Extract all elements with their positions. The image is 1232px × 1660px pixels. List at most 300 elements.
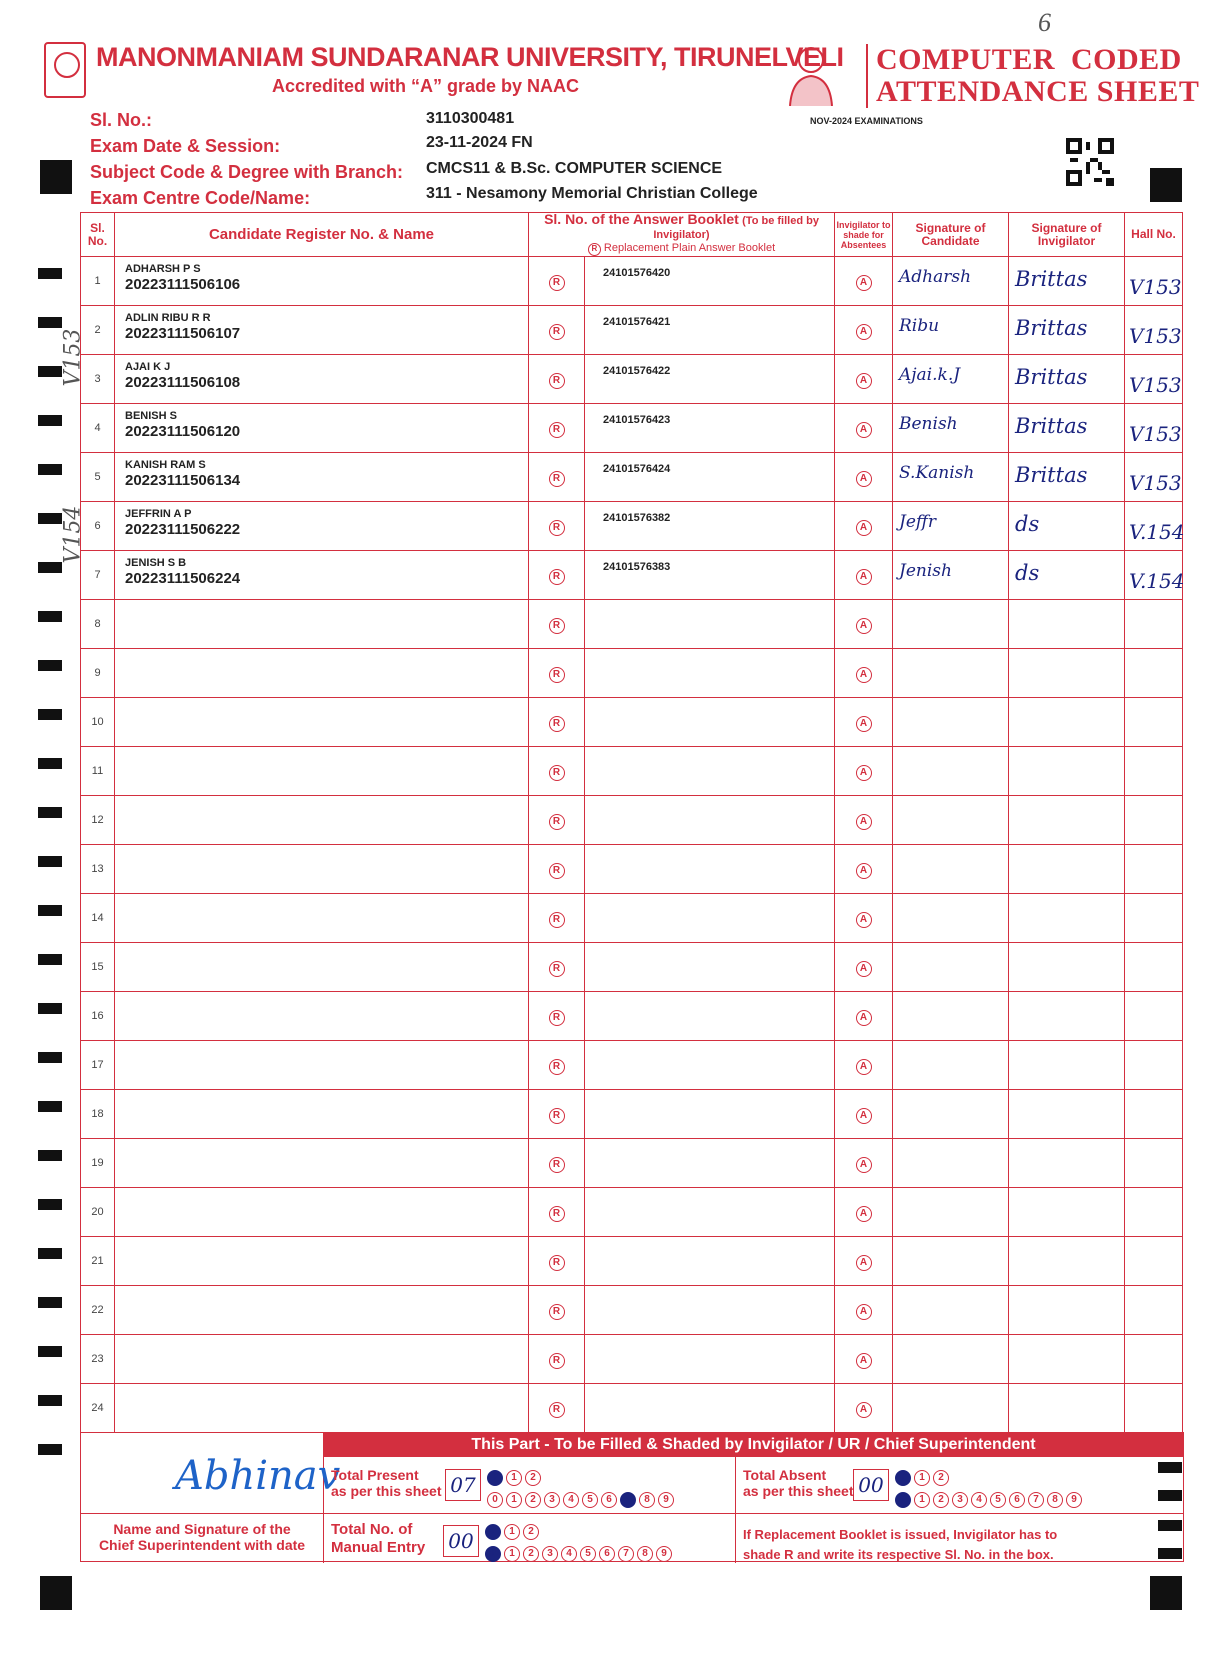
candidate-signature-cell[interactable] (893, 502, 1009, 551)
invigilator-signature-cell[interactable] (1009, 747, 1125, 796)
absent-bubble-cell[interactable] (835, 747, 893, 796)
replacement-bubble[interactable]: R (549, 373, 565, 389)
digit-bubble[interactable]: 7 (620, 1492, 636, 1508)
timing-mark (38, 1395, 62, 1406)
booklet-number: 24101576424 (603, 463, 671, 475)
absent-bubble[interactable]: A (856, 1353, 872, 1369)
digit-bubble[interactable]: 1 (504, 1546, 520, 1562)
booklet-cell[interactable] (585, 845, 835, 894)
absent-bubble[interactable]: A (856, 471, 872, 487)
invigilator-signature-cell[interactable] (1009, 894, 1125, 943)
digit-bubble[interactable]: 4 (561, 1546, 577, 1562)
candidate-register-no: 20223111506120 (125, 423, 241, 440)
invigilator-signature-cell[interactable] (1009, 600, 1125, 649)
replacement-bubble-cell[interactable] (529, 747, 585, 796)
replacement-bubble[interactable]: R (549, 863, 565, 879)
hall-cell[interactable] (1125, 1286, 1183, 1335)
timing-mark (38, 1248, 62, 1259)
booklet-cell[interactable] (585, 551, 835, 600)
candidate-signature-cell[interactable] (893, 894, 1009, 943)
invigilator-signature-cell[interactable] (1009, 649, 1125, 698)
replacement-bubble[interactable]: R (549, 1304, 565, 1320)
replacement-bubble[interactable]: R (549, 1059, 565, 1075)
digit-bubble[interactable]: 9 (1066, 1492, 1082, 1508)
replacement-bubble-cell[interactable] (529, 551, 585, 600)
candidate-signature-cell[interactable] (893, 1384, 1009, 1433)
digit-bubble[interactable]: 3 (542, 1546, 558, 1562)
candidate-signature-cell[interactable] (893, 649, 1009, 698)
replacement-bubble[interactable]: R (549, 1353, 565, 1369)
booklet-cell[interactable] (585, 1139, 835, 1188)
total-present-label: Total Present as per this sheet (331, 1467, 442, 1499)
absent-bubble-cell[interactable] (835, 943, 893, 992)
hall-cell[interactable] (1125, 1335, 1183, 1384)
digit-bubble[interactable]: 2 (933, 1470, 949, 1486)
invigilator-signature: Brittas (1015, 463, 1088, 487)
invigilator-signature-cell[interactable] (1009, 845, 1125, 894)
invigilator-signature-cell[interactable] (1009, 1335, 1125, 1384)
hall-cell[interactable] (1125, 698, 1183, 747)
digit-bubble[interactable]: 3 (952, 1492, 968, 1508)
table-row (81, 1286, 1183, 1335)
replacement-bubble-cell[interactable] (529, 1188, 585, 1237)
booklet-cell[interactable] (585, 600, 835, 649)
booklet-cell[interactable] (585, 257, 835, 306)
founder-portrait-icon (786, 42, 836, 106)
hall-cell[interactable] (1125, 600, 1183, 649)
timing-mark (38, 856, 62, 867)
absent-tens-bubbles[interactable] (895, 1467, 952, 1486)
candidate-cell (115, 502, 529, 551)
invigilator-signature-cell[interactable] (1009, 257, 1125, 306)
hall-cell[interactable] (1125, 845, 1183, 894)
candidate-signature-cell[interactable] (893, 1090, 1009, 1139)
invigilator-signature: Brittas (1015, 365, 1088, 389)
booklet-cell[interactable] (585, 894, 835, 943)
replacement-bubble[interactable]: R (549, 1010, 565, 1026)
qr-code-icon (1066, 138, 1114, 186)
table-row (81, 600, 1183, 649)
absent-bubble-cell[interactable] (835, 698, 893, 747)
absent-bubble[interactable]: A (856, 1010, 872, 1026)
timing-mark (38, 366, 62, 377)
absent-bubble[interactable]: A (856, 1206, 872, 1222)
replacement-bubble-cell[interactable] (529, 992, 585, 1041)
candidate-signature-cell[interactable] (893, 992, 1009, 1041)
subject-value: CMCS11 & B.Sc. COMPUTER SCIENCE (426, 160, 723, 177)
candidate-cell (115, 649, 529, 698)
invigilator-signature: Brittas (1015, 414, 1088, 438)
invigilator-signature-cell[interactable] (1009, 551, 1125, 600)
candidate-signature-cell[interactable] (893, 453, 1009, 502)
table-row (81, 1041, 1183, 1090)
candidate-signature-cell[interactable] (893, 1335, 1009, 1384)
replacement-bubble-cell[interactable] (529, 1237, 585, 1286)
digit-bubble[interactable]: 0 (485, 1524, 501, 1540)
hall-cell[interactable] (1125, 992, 1183, 1041)
absent-bubble[interactable]: A (856, 373, 872, 389)
candidate-signature-cell[interactable] (893, 306, 1009, 355)
digit-bubble[interactable]: 9 (656, 1546, 672, 1562)
invigilator-signature-cell[interactable] (1009, 943, 1125, 992)
subject-label: Subject Code & Degree with Branch: (90, 162, 404, 182)
absent-bubble-cell[interactable] (835, 502, 893, 551)
digit-bubble[interactable]: 2 (525, 1470, 541, 1486)
replacement-bubble-cell[interactable] (529, 257, 585, 306)
candidate-signature-cell[interactable] (893, 1286, 1009, 1335)
absent-bubble-cell[interactable] (835, 1335, 893, 1384)
margin-note: V153 (60, 328, 86, 387)
replacement-bubble[interactable]: R (549, 324, 565, 340)
digit-bubble[interactable]: 6 (601, 1492, 617, 1508)
timing-mark (38, 1003, 62, 1014)
digit-bubble[interactable]: 7 (618, 1546, 634, 1562)
absent-bubble-cell[interactable] (835, 453, 893, 502)
candidate-cell (115, 698, 529, 747)
replacement-bubble-cell[interactable] (529, 502, 585, 551)
booklet-cell[interactable] (585, 649, 835, 698)
row-sl-no: 7 (81, 551, 115, 600)
present-tens-bubbles[interactable] (487, 1467, 544, 1486)
absent-bubble-cell[interactable] (835, 992, 893, 1041)
invigilator-signature-cell[interactable] (1009, 502, 1125, 551)
booklet-cell[interactable] (585, 943, 835, 992)
digit-bubble[interactable]: 5 (582, 1492, 598, 1508)
candidate-signature-cell[interactable] (893, 1041, 1009, 1090)
digit-bubble[interactable]: 9 (658, 1492, 674, 1508)
table-row (81, 257, 1183, 306)
replacement-bubble-cell[interactable] (529, 894, 585, 943)
absent-bubble-cell[interactable] (835, 649, 893, 698)
hall-cell[interactable] (1125, 502, 1183, 551)
hall-cell[interactable] (1125, 747, 1183, 796)
booklet-cell[interactable] (585, 1041, 835, 1090)
candidate-cell (115, 894, 529, 943)
row-sl-no: 6 (81, 502, 115, 551)
digit-bubble[interactable]: 4 (563, 1492, 579, 1508)
accreditation: Accredited with “A” grade by NAAC (272, 76, 580, 96)
hall-cell[interactable] (1125, 1188, 1183, 1237)
candidate-cell (115, 600, 529, 649)
invigilator-signature-cell[interactable] (1009, 1188, 1125, 1237)
replacement-bubble[interactable]: R (549, 765, 565, 781)
hall-cell[interactable] (1125, 1041, 1183, 1090)
digit-bubble[interactable]: 0 (485, 1546, 501, 1562)
hall-cell[interactable] (1125, 796, 1183, 845)
absent-bubble-cell[interactable] (835, 1384, 893, 1433)
header-hall: Hall No. (1125, 213, 1183, 257)
replacement-bubble-cell[interactable] (529, 306, 585, 355)
invigilator-signature-cell[interactable] (1009, 404, 1125, 453)
candidate-cell (115, 551, 529, 600)
absent-bubble[interactable]: A (856, 1255, 872, 1271)
digit-bubble[interactable]: 1 (506, 1492, 522, 1508)
candidate-signature-cell[interactable] (893, 698, 1009, 747)
replacement-bubble-cell[interactable] (529, 649, 585, 698)
table-row (81, 306, 1183, 355)
booklet-cell[interactable] (585, 453, 835, 502)
invigilator-signature-cell[interactable] (1009, 1384, 1125, 1433)
absent-bubble[interactable]: A (856, 716, 872, 732)
absent-bubble[interactable]: A (856, 1304, 872, 1320)
replacement-bubble-cell[interactable] (529, 453, 585, 502)
absent-bubble[interactable]: A (856, 667, 872, 683)
row-sl-no: 8 (81, 600, 115, 649)
absent-bubble[interactable]: A (856, 520, 872, 536)
replacement-bubble-cell[interactable] (529, 943, 585, 992)
digit-bubble[interactable]: 0 (895, 1470, 911, 1486)
booklet-cell[interactable] (585, 502, 835, 551)
registration-mark (40, 1576, 72, 1610)
absent-bubble[interactable]: A (856, 912, 872, 928)
hall-cell[interactable] (1125, 453, 1183, 502)
candidate-signature-cell[interactable] (893, 600, 1009, 649)
replacement-bubble[interactable]: R (549, 1402, 565, 1418)
replacement-bubble-cell[interactable] (529, 404, 585, 453)
replacement-bubble[interactable]: R (549, 471, 565, 487)
table-row (81, 1090, 1183, 1139)
digit-bubble[interactable]: 5 (990, 1492, 1006, 1508)
absent-bubble-cell[interactable] (835, 355, 893, 404)
hall-cell[interactable] (1125, 404, 1183, 453)
digit-bubble[interactable]: 4 (971, 1492, 987, 1508)
margin-note: V154 (60, 505, 86, 564)
hall-cell[interactable] (1125, 943, 1183, 992)
digit-bubble[interactable]: 1 (914, 1492, 930, 1508)
replacement-bubble[interactable]: R (549, 275, 565, 291)
replacement-bubble-cell[interactable] (529, 1384, 585, 1433)
manual-entry-value[interactable]: 00 (443, 1525, 479, 1557)
booklet-cell[interactable] (585, 355, 835, 404)
hall-cell[interactable] (1125, 306, 1183, 355)
timing-mark (38, 464, 62, 475)
absent-bubble[interactable]: A (856, 324, 872, 340)
absent-bubble-cell[interactable] (835, 306, 893, 355)
absent-bubble[interactable]: A (856, 275, 872, 291)
candidate-signature-cell[interactable] (893, 1188, 1009, 1237)
header-divider (866, 44, 868, 108)
row-sl-no: 13 (81, 845, 115, 894)
invigilator-signature-cell[interactable] (1009, 453, 1125, 502)
absent-bubble[interactable]: A (856, 422, 872, 438)
absent-bubble-cell[interactable] (835, 1139, 893, 1188)
candidate-signature: Ribu (899, 316, 940, 336)
invigilator-signature-cell[interactable] (1009, 1041, 1125, 1090)
digit-bubble[interactable]: 8 (1047, 1492, 1063, 1508)
absent-bubble-cell[interactable] (835, 600, 893, 649)
candidate-signature-cell[interactable] (893, 943, 1009, 992)
invigilator-signature-cell[interactable] (1009, 306, 1125, 355)
hall-cell[interactable] (1125, 551, 1183, 600)
candidate-signature-cell[interactable] (893, 796, 1009, 845)
manual-tens-bubbles[interactable] (485, 1521, 542, 1540)
replacement-bubble-cell[interactable] (529, 796, 585, 845)
absent-bubble-cell[interactable] (835, 257, 893, 306)
absent-bubble[interactable]: A (856, 1157, 872, 1173)
hall-cell[interactable] (1125, 1139, 1183, 1188)
invigilator-signature-cell[interactable] (1009, 1139, 1125, 1188)
replacement-bubble-cell[interactable] (529, 1090, 585, 1139)
invigilator-signature-cell[interactable] (1009, 992, 1125, 1041)
absent-bubble-cell[interactable] (835, 1188, 893, 1237)
replacement-bubble-cell[interactable] (529, 1335, 585, 1384)
candidate-cell (115, 257, 529, 306)
manual-units-bubbles[interactable] (485, 1543, 675, 1562)
replacement-bubble-cell[interactable] (529, 355, 585, 404)
booklet-cell[interactable] (585, 1384, 835, 1433)
booklet-cell[interactable] (585, 306, 835, 355)
table-row (81, 1384, 1183, 1433)
replacement-note: If Replacement Booklet is issued, Invigilator has to shade R and write its respective Sl. No. in the box. (743, 1527, 1058, 1562)
digit-bubble[interactable]: 6 (1009, 1492, 1025, 1508)
replacement-bubble[interactable]: R (549, 667, 565, 683)
replacement-bubble[interactable]: R (549, 618, 565, 634)
absent-bubble-cell[interactable] (835, 1041, 893, 1090)
absent-bubble-cell[interactable] (835, 404, 893, 453)
digit-bubble[interactable]: 5 (580, 1546, 596, 1562)
candidate-signature-cell[interactable] (893, 257, 1009, 306)
candidate-cell (115, 992, 529, 1041)
digit-bubble[interactable]: 2 (523, 1524, 539, 1540)
timing-mark (38, 268, 62, 279)
hall-cell[interactable] (1125, 257, 1183, 306)
replacement-bubble[interactable]: R (549, 520, 565, 536)
table-row (81, 551, 1183, 600)
absent-bubble-cell[interactable] (835, 796, 893, 845)
booklet-cell[interactable] (585, 747, 835, 796)
booklet-cell[interactable] (585, 698, 835, 747)
digit-bubble[interactable]: 1 (914, 1470, 930, 1486)
table-row (81, 698, 1183, 747)
replacement-bubble[interactable]: R (549, 1157, 565, 1173)
candidate-signature-cell[interactable] (893, 747, 1009, 796)
absent-bubble-cell[interactable] (835, 551, 893, 600)
invigilator-signature-cell[interactable] (1009, 355, 1125, 404)
candidate-name: ADHARSH P S (125, 263, 201, 275)
total-present-value[interactable]: 07 (445, 1469, 481, 1501)
absent-bubble[interactable]: A (856, 863, 872, 879)
candidate-cell (115, 355, 529, 404)
digit-bubble[interactable]: 0 (487, 1470, 503, 1486)
replacement-bubble-cell[interactable] (529, 1139, 585, 1188)
absent-units-bubbles[interactable] (895, 1489, 1085, 1508)
hall-cell[interactable] (1125, 1237, 1183, 1286)
digit-bubble[interactable]: 7 (1028, 1492, 1044, 1508)
row-sl-no: 23 (81, 1335, 115, 1384)
hall-cell[interactable] (1125, 894, 1183, 943)
digit-bubble[interactable]: 0 (895, 1492, 911, 1508)
absent-bubble-cell[interactable] (835, 1237, 893, 1286)
replacement-bubble[interactable]: R (549, 1206, 565, 1222)
booklet-cell[interactable] (585, 404, 835, 453)
table-row (81, 894, 1183, 943)
absent-bubble-cell[interactable] (835, 1286, 893, 1335)
booklet-cell[interactable] (585, 1237, 835, 1286)
replacement-bubble-cell[interactable] (529, 1041, 585, 1090)
hall-cell[interactable] (1125, 649, 1183, 698)
absent-bubble[interactable]: A (856, 1108, 872, 1124)
absent-bubble[interactable]: A (856, 1402, 872, 1418)
digit-bubble[interactable]: 2 (523, 1546, 539, 1562)
booklet-cell[interactable] (585, 796, 835, 845)
candidate-signature-cell[interactable] (893, 845, 1009, 894)
absent-bubble[interactable]: A (856, 618, 872, 634)
hall-cell[interactable] (1125, 1090, 1183, 1139)
booklet-cell[interactable] (585, 1188, 835, 1237)
candidate-signature: Jeffr (899, 512, 937, 532)
replacement-bubble-cell[interactable] (529, 698, 585, 747)
digit-bubble[interactable]: 6 (599, 1546, 615, 1562)
replacement-bubble[interactable]: R (549, 569, 565, 585)
row-sl-no: 9 (81, 649, 115, 698)
absent-bubble-cell[interactable] (835, 894, 893, 943)
digit-bubble[interactable]: 8 (637, 1546, 653, 1562)
digit-bubble[interactable]: 1 (504, 1524, 520, 1540)
candidate-signature-cell[interactable] (893, 404, 1009, 453)
invigilator-signature-cell[interactable] (1009, 698, 1125, 747)
candidate-cell (115, 1041, 529, 1090)
booklet-cell[interactable] (585, 1090, 835, 1139)
digit-bubble[interactable]: 2 (525, 1492, 541, 1508)
invigilator-signature-cell[interactable] (1009, 1286, 1125, 1335)
digit-bubble[interactable]: 0 (487, 1492, 503, 1508)
absent-bubble-cell[interactable] (835, 845, 893, 894)
candidate-signature-cell[interactable] (893, 1139, 1009, 1188)
absent-bubble[interactable]: A (856, 1059, 872, 1075)
replacement-bubble[interactable]: R (549, 1108, 565, 1124)
hall-cell[interactable] (1125, 1384, 1183, 1433)
invigilator-signature-cell[interactable] (1009, 1237, 1125, 1286)
invigilator-signature-cell[interactable] (1009, 796, 1125, 845)
invigilator-signature: Brittas (1015, 316, 1088, 340)
replacement-bubble-cell[interactable] (529, 1286, 585, 1335)
candidate-signature-cell[interactable] (893, 355, 1009, 404)
table-row (81, 796, 1183, 845)
total-absent-label: Total Absent as per this sheet (743, 1467, 854, 1499)
replacement-bubble[interactable]: R (549, 422, 565, 438)
absent-bubble[interactable]: A (856, 765, 872, 781)
absent-bubble-cell[interactable] (835, 1090, 893, 1139)
replacement-bubble[interactable]: R (549, 912, 565, 928)
candidate-signature-cell[interactable] (893, 1237, 1009, 1286)
digit-bubble[interactable]: 8 (639, 1492, 655, 1508)
replacement-bubble-cell[interactable] (529, 600, 585, 649)
digit-bubble[interactable]: 1 (506, 1470, 522, 1486)
present-units-bubbles[interactable] (487, 1489, 677, 1508)
total-absent-value[interactable]: 00 (853, 1469, 889, 1501)
digit-bubble[interactable]: 3 (544, 1492, 560, 1508)
replacement-bubble[interactable]: R (549, 814, 565, 830)
candidate-signature-cell[interactable] (893, 551, 1009, 600)
booklet-cell[interactable] (585, 1286, 835, 1335)
replacement-bubble[interactable]: R (549, 961, 565, 977)
absent-bubble[interactable]: A (856, 569, 872, 585)
digit-bubble[interactable]: 2 (933, 1492, 949, 1508)
candidate-signature: Benish (899, 414, 958, 434)
candidate-signature: Jenish (899, 561, 952, 581)
replacement-bubble[interactable]: R (549, 716, 565, 732)
booklet-cell[interactable] (585, 1335, 835, 1384)
hall-cell[interactable] (1125, 355, 1183, 404)
absent-bubble[interactable]: A (856, 814, 872, 830)
invigilator-signature-cell[interactable] (1009, 1090, 1125, 1139)
absent-bubble[interactable]: A (856, 961, 872, 977)
replacement-bubble-cell[interactable] (529, 845, 585, 894)
table-row (81, 1237, 1183, 1286)
booklet-cell[interactable] (585, 992, 835, 1041)
timing-mark (38, 317, 62, 328)
replacement-bubble[interactable]: R (549, 1255, 565, 1271)
